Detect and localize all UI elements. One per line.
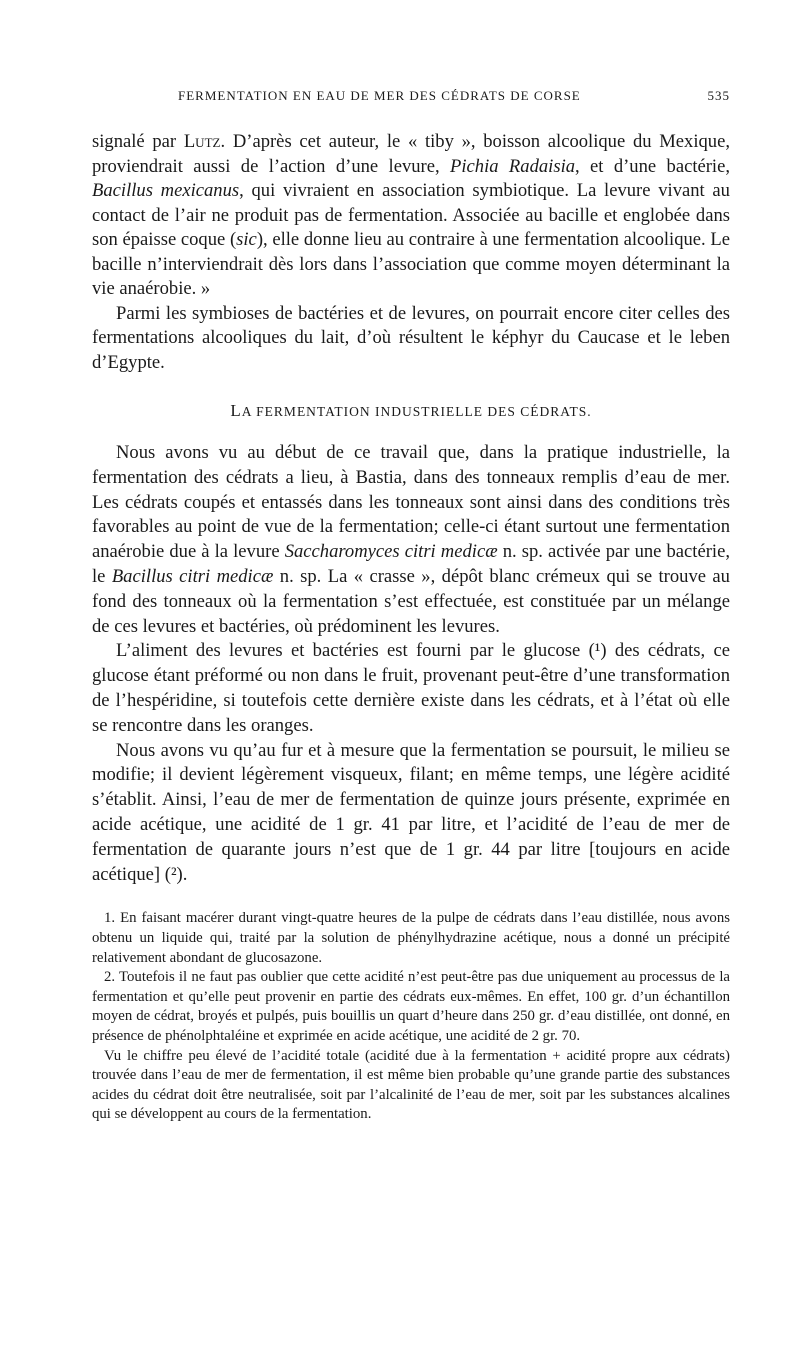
paragraph: Nous avons vu qu’au fur et à mesure que la fermentation se poursuit, le milieu se modifie; il devient légèrement visqueux, filant; en même temps, une légère acidité s’établit. Ainsi, l’eau de mer de fermentation de quinze jours présente, exprimée en acide acétique, une acidité de 1 gr. 41 par litre, et l’acidité de l’eau de mer de fermentation de quarante jours n’est que de 1 gr. 44 par litre [toujours en acide acétique] (²). <box>92 739 730 885</box>
species-name: Bacillus citri medicæ <box>111 565 274 587</box>
page <box>92 88 730 1125</box>
footnotes <box>92 909 730 1125</box>
paragraph: L’aliment des levures et bactéries est fourni par le glucose (¹) des cédrats, ce glucose étant préformé ou non dans le fruit, provenant peut-être d’une transformation de l’hespéridine, si toutefois cette dernière existe dans les cédrats, et à l’état où elle se rencontre dans les oranges. <box>92 640 730 736</box>
species-name: Bacillus mexicanus <box>92 180 240 201</box>
sic-mark: sic <box>236 229 257 250</box>
paragraph: Nous avons vu au début de ce travail que, dans la pratique industrielle, la fermentation des cédrats a lieu, à Bastia, dans des tonneaux remplis d’eau de mer. Les cédrats coupés et entassés dans les tonneaux sont ainsi dans des conditions très favorables au point de vue de la fermentation; celle-ci étant surtout une fermentation anaérobie due à la levure Saccharomyces citri medicæ n. sp. activée par une bactérie, le Bacillus citri medicæ n. sp. La « crasse », dépôt blanc crémeux qui se trouve au fond des tonneaux où la fermentation s’est effectuée, est constituée par un mélange de ces levures et bactéries, où prédominent les levures. <box>92 442 730 637</box>
author-name: Lutz <box>183 131 221 152</box>
footnote: 1. En faisant macérer durant vingt-quatre heures de la pulpe de cédrats dans l’eau distillée, nous avons obtenu un liquide qui, traité par la solution de phénylhydrazine acétique, nous a donné un précipité relativement abondant de glucosazone. <box>92 910 730 966</box>
page-number: 535 <box>707 88 730 103</box>
footnote: 2. Toutefois il ne faut pas oublier que cette acidité n’est peut-être pas due uniquement au processus de la fermentation et qu’elle peut provenir en partie des cédrats eux-mêmes. En effet, 100 gr. d’un échantillon moyen de cédrat, broyés et pulpés, puis bouillis un quart d’heure dans 250 gr. d’eau distillée, ont donné, en présence de phénolphtaléine et exprimée en acide acétique, une acidité de 2 gr. 70. <box>92 969 730 1044</box>
running-header <box>92 88 730 110</box>
species-name: Saccharomyces citri medicæ <box>284 541 498 563</box>
body-text-lower <box>92 441 730 887</box>
section-heading: LA FERMENTATION INDUSTRIELLE DES CÉDRATS. <box>230 401 592 420</box>
footnote: Vu le chiffre peu élevé de l’acidité totale (acidité due à la fermentation + acidité propre aux cédrats) trouvée dans l’eau de mer de fermentation, il est même bien probable qu’une grande partie des substances acides du cédrat doit être neutralisée, soit par l’alcalinité de l’eau de mer, soit par les substances alcalines qui se développent au cours de la fermentation. <box>92 1047 730 1123</box>
species-name: Pichia Radaisia <box>450 155 576 177</box>
body-text-upper <box>92 130 730 375</box>
running-title: FERMENTATION EN EAU DE MER DES CÉDRATS DE CORSE <box>178 88 581 103</box>
paragraph: Parmi les symbioses de bactéries et de levures, on pourrait encore citer celles des fermentations alcooliques du lait, d’où résultent le képhyr du Caucase et le leben d’Egypte. <box>92 302 730 373</box>
paragraph-continuation: signalé par Lutz. D’après cet auteur, le « tiby », boisson alcoolique du Mexique, proviendrait aussi de l’action d’une levure, Pichia Radaisia, et d’une bactérie, Bacillus mexicanus, qui vivraient en association symbiotique. La levure vivant au contact de l’air ne produit pas de fermentation. Associée au bacille et englobée dans son épaisse coque (sic), elle donne lieu au contraire à une fermentation alcoolique. Le bacille n’interviendrait dès lors dans l’association que comme moyen déterminant la vie anaérobie. » <box>92 131 730 299</box>
